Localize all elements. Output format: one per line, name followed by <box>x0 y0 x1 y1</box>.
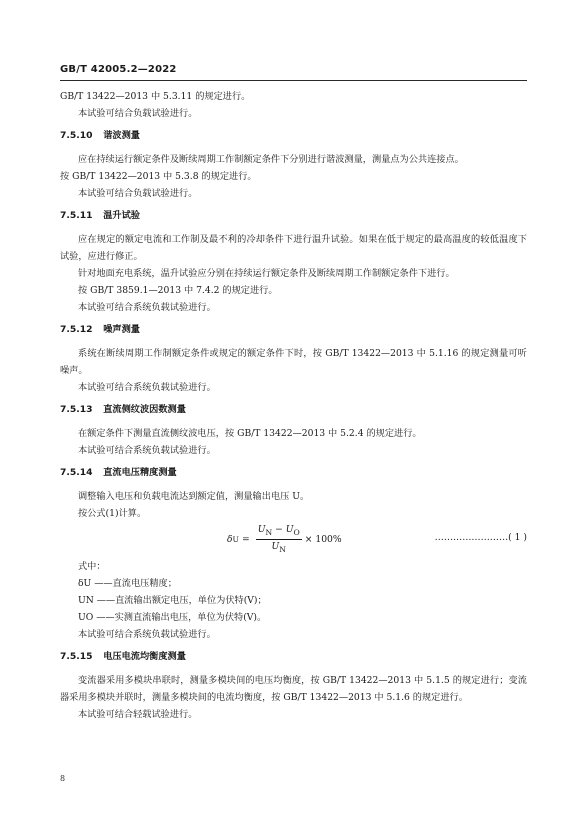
paragraph: 调整输入电压和负载电流达到额定值，测量输出电压 U。 <box>78 491 310 502</box>
header-rule <box>60 80 527 81</box>
section-heading-7-5-13 <box>60 401 527 418</box>
paragraph: 应在持续运行额定条件及断续周期工作制额定条件下分别进行谐波测量，测量点为公共连接点。 <box>78 154 464 165</box>
formula-equals: = <box>242 533 250 545</box>
definition-item: δU ——直流电压精度； <box>78 578 177 589</box>
formula-denominator <box>271 540 285 556</box>
section-title: 直流电压精度测量 <box>103 467 177 478</box>
section-title: 电压电流均衡度测量 <box>103 651 186 662</box>
definition-item: UO ——实测直流输出电压，单位为伏特(V)。 <box>78 612 267 623</box>
numerator-var2: U <box>285 523 294 535</box>
section-heading-7-5-12 <box>60 321 527 338</box>
intro-line-1: GB/T 13422—2013 中 5.3.11 的规定进行。 <box>60 91 251 102</box>
standard-code: GB/T 42005.2—2022 <box>60 64 177 75</box>
numerator-sub: N <box>265 527 273 537</box>
page-number: 8 <box>60 774 66 783</box>
section-number: 7.5.11 <box>60 210 93 221</box>
paragraph: 本试验可结合系统负载试验进行。 <box>78 445 216 456</box>
section-title: 谐波测量 <box>103 130 140 141</box>
formula-1 <box>60 524 527 554</box>
section-heading-7-5-10 <box>60 127 527 144</box>
numerator-var: U <box>257 523 266 535</box>
formula-numerator <box>256 523 302 539</box>
intro-line-2: 本试验可结合负载试验进行。 <box>78 108 198 119</box>
numerator-minus: − <box>272 523 286 535</box>
paragraph: 按 GB/T 13422—2013 中 5.3.8 的规定进行。 <box>60 171 257 182</box>
section-title: 噪声测量 <box>103 324 140 335</box>
formula-expression <box>227 524 342 554</box>
section-number: 7.5.10 <box>60 130 93 141</box>
paragraph: 本试验可结合系统负载试验进行。 <box>78 302 216 313</box>
section-title: 直流侧纹波因数测量 <box>103 404 186 415</box>
paragraph: 本试验可结合轻载试验进行。 <box>78 709 198 720</box>
document-body <box>60 88 527 723</box>
formula-fraction <box>256 523 302 556</box>
equation-number: ……………………( 1 ) <box>434 532 527 543</box>
section-title: 温升试验 <box>103 210 140 221</box>
definition-item: UN ——直流输出额定电压，单位为伏特(V)； <box>78 595 267 606</box>
denominator-sub: N <box>279 544 286 554</box>
paragraph: 变流器采用多模块串联时，测量多模块间的电压均衡度，按 GB/T 13422—2013 中 5.1.5 的规定进行；变流器采用多模块并联时，测量多模块间的电流均衡度，按 GB/T 13422—2013 中 5.1.6 的规定进行。 <box>60 675 527 703</box>
section-number: 7.5.14 <box>60 467 93 478</box>
paragraph: 针对地面充电系统，温升试验应分别在持续运行额定条件及断续周期工作制额定条件下进行。 <box>78 268 455 279</box>
section-heading-7-5-14 <box>60 464 527 481</box>
where-label: 式中： <box>78 561 106 572</box>
section-number: 7.5.12 <box>60 324 93 335</box>
formula-lhs-sub: U <box>232 534 239 544</box>
paragraph: 系统在断续周期工作制额定条件或规定的额定条件下时，按 GB/T 13422—2013 中 5.1.16 的规定测量可听噪声。 <box>60 348 527 376</box>
denominator-var: U <box>271 540 280 552</box>
formula-times: × 100% <box>304 533 342 545</box>
formula-lhs: δ <box>227 533 233 545</box>
paragraph: 本试验可结合负载试验进行。 <box>78 188 198 199</box>
paragraph: 在额定条件下测量直流侧纹波电压，按 GB/T 13422—2013 中 5.2.4 的规定进行。 <box>78 428 422 439</box>
section-heading-7-5-15 <box>60 648 527 665</box>
paragraph: 按公式(1)计算。 <box>78 508 147 519</box>
section-number: 7.5.13 <box>60 404 93 415</box>
section-heading-7-5-11 <box>60 207 527 224</box>
numerator-sub2: O <box>293 527 300 537</box>
paragraph: 按 GB/T 3859.1—2013 中 7.4.2 的规定进行。 <box>78 285 278 296</box>
paragraph: 本试验可结合系统负载试验进行。 <box>78 629 216 640</box>
section-number: 7.5.15 <box>60 651 93 662</box>
paragraph: 应在规定的额定电流和工作制及最不利的冷却条件下进行温升试验。如果在低于规定的最高温度的较低温度下试验，应进行修正。 <box>60 234 527 262</box>
paragraph: 本试验可结合系统负载试验进行。 <box>78 382 216 393</box>
